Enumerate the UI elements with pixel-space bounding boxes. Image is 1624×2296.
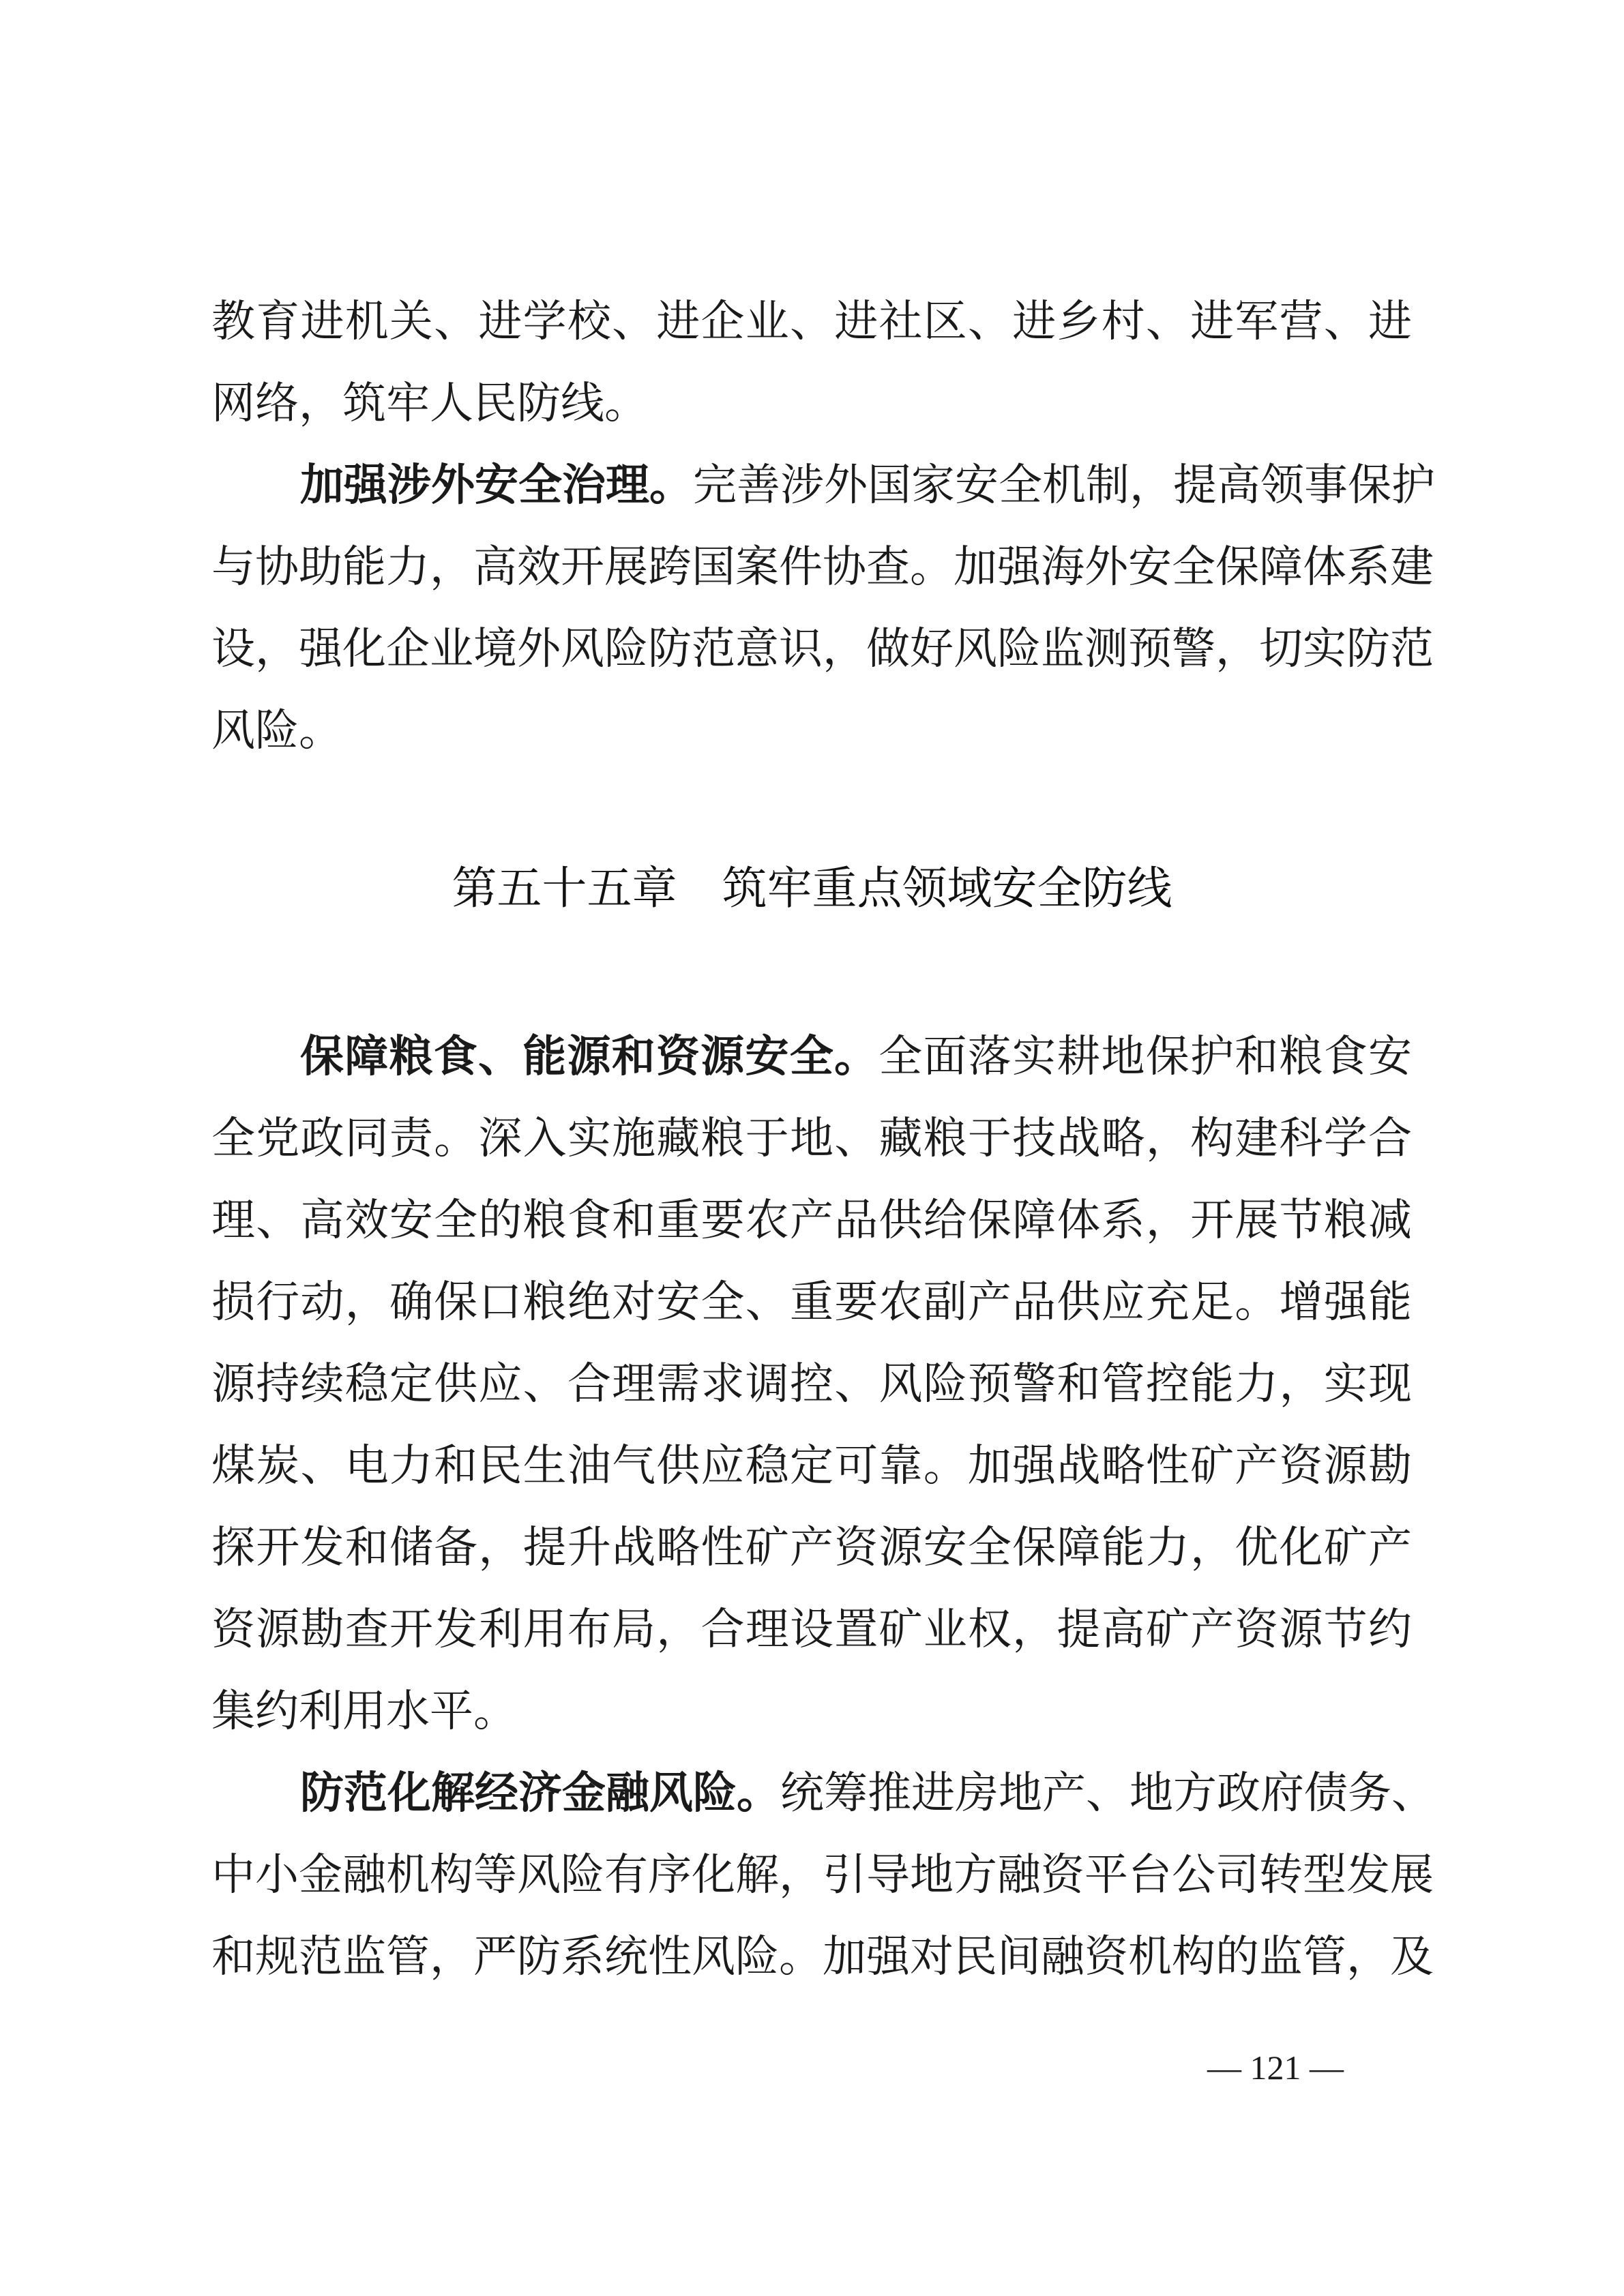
body-text-line: 教育进机关、进学校、进企业、进社区、进乡村、进军营、进 (211, 297, 1412, 347)
body-text-line: 理、高效安全的粮食和重要农产品供给保障体系，开展节粮减 (211, 1195, 1412, 1246)
body-text-line: 与协助能力，高效开展跨国案件协查。加强海外安全保障体系建 (211, 542, 1434, 593)
paragraph-text: 完善涉外国家安全机制，提高领事保护 (693, 460, 1435, 511)
paragraph-lead-heading: 保障粮食、能源和资源安全。 (300, 1031, 879, 1082)
body-text-line: 全党政同责。深入实施藏粮于地、藏粮于技战略，构建科学合 (211, 1114, 1412, 1164)
chapter-title: 第五十五章 筑牢重点领域安全防线 (452, 862, 1172, 914)
body-text-line: 探开发和储备，提升战略性矿产资源安全保障能力，优化矿产 (211, 1523, 1412, 1573)
body-text-line: 源持续稳定供应、合理需求调控、风险预警和管控能力，实现 (211, 1359, 1412, 1410)
body-text-line: 集约利用水平。 (211, 1686, 517, 1737)
page-number: — 121 — (1207, 2048, 1344, 2087)
body-text-line: 煤炭、电力和民生油气供应稳定可靠。加强战略性矿产资源勘 (211, 1441, 1412, 1491)
body-text-line: 风险。 (211, 706, 342, 756)
body-text-line: 设，强化企业境外风险防范意识，做好风险监测预警，切实防范 (211, 624, 1434, 674)
body-text-line: 网络，筑牢人民防线。 (211, 378, 648, 429)
body-text-line: 和规范监管，严防系统性风险。加强对民间融资机构的监管，及 (211, 1932, 1434, 1982)
paragraph-lead-heading: 防范化解经济金融风险。 (300, 1768, 780, 1819)
body-text-line: 资源勘查开发利用布局，合理设置矿业权，提高矿产资源节约 (211, 1605, 1412, 1655)
body-text-line: 中小金融机构等风险有序化解，引导地方融资平台公司转型发展 (211, 1850, 1434, 1900)
paragraph-first-line (300, 1766, 1435, 1821)
paragraph-first-line (300, 458, 1435, 513)
paragraph-text: 统筹推进房地产、地方政府债务、 (780, 1768, 1435, 1819)
body-text-line: 损行动，确保口粮绝对安全、重要农副产品供应充足。增强能 (211, 1277, 1412, 1328)
paragraph-text: 全面落实耕地保护和粮食安 (879, 1032, 1412, 1082)
paragraph-first-line (300, 1030, 1412, 1084)
paragraph-lead-heading: 加强涉外安全治理。 (300, 460, 693, 511)
